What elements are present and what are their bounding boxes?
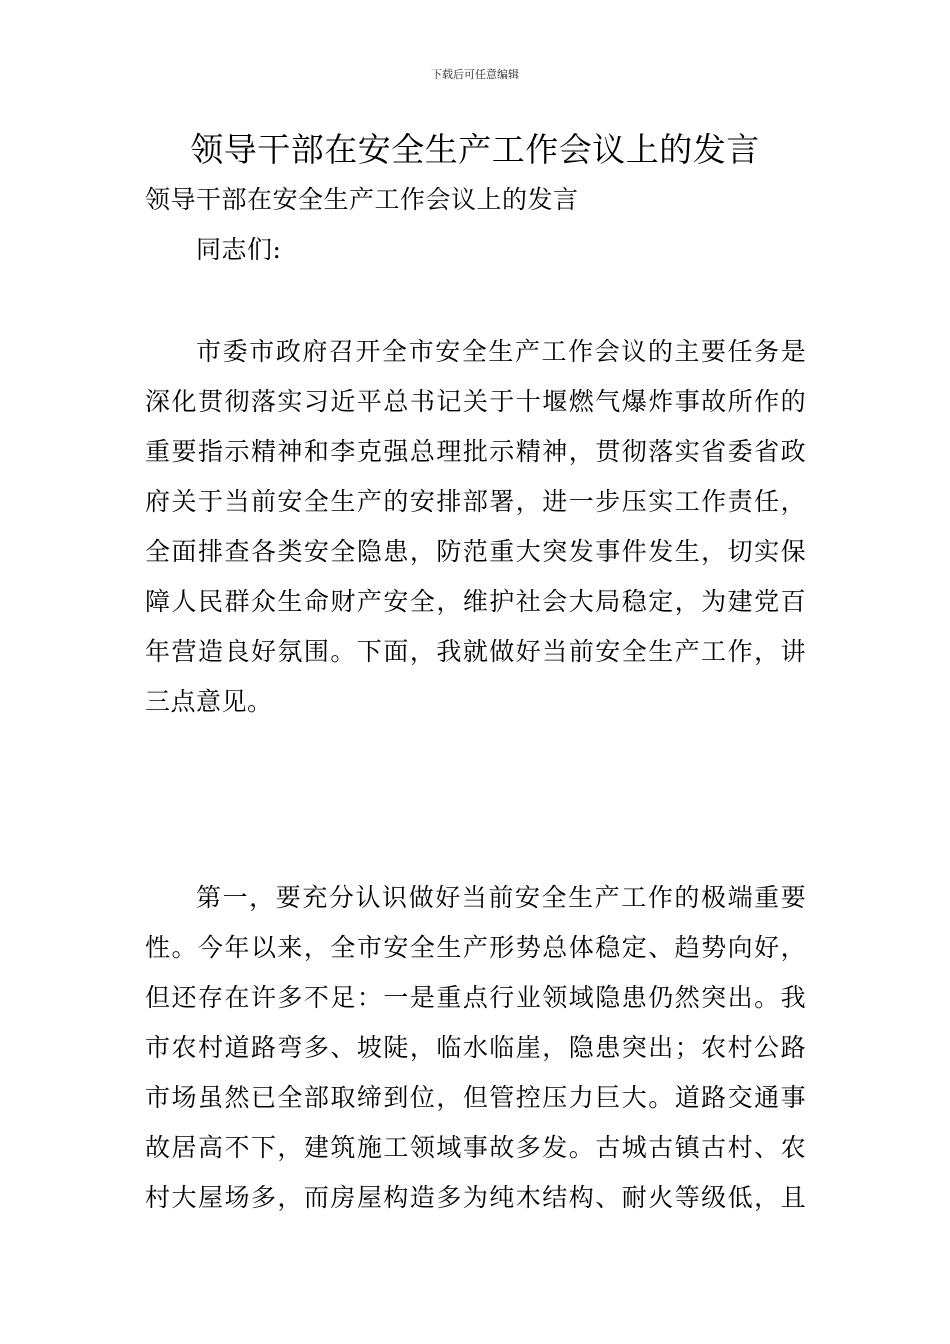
paragraph-line: 年 营 造 良 好 氛 围 。 下 面 ， 我 就 做 好 当 前 安 全 生 产 工 作 ， 讲 — [145, 637, 806, 666]
paragraph-line: 府 关 于 当 前 安 全 生 产 的 安 排 部 署 ， 进 一 步 压 实 工 作 责 任 ， — [145, 487, 806, 516]
header-note: 下载后可任意编辑 — [431, 68, 519, 81]
paragraph-line: 性 。 今 年 以 来 ， 全 市 安 全 生 产 形 势 总 体 稳 定 、 趋 势 向 好 ， — [145, 933, 806, 962]
paragraph-line: 深 化 贯 彻 落 实 习 近 平 总 书 记 关 于 十 堰 燃 气 爆 炸 事 故 所 作 的 — [145, 387, 806, 416]
paragraph-line: 但 还 存 在 许 多 不 足 ： 一 是 重 点 行 业 领 域 隐 患 仍 然 突 出 。 我 — [145, 983, 806, 1012]
paragraph-line: 市 农 村 道 路 弯 多 、 坡 陡 ， 临 水 临 崖 ， 隐 患 突 出 ； 农 村 公 路 — [145, 1033, 806, 1062]
paragraph-line: 村 大 屋 场 多 ， 而 房 屋 构 造 多 为 纯 木 结 构 、 耐 火 等 级 低 ， 且 — [145, 1183, 806, 1212]
paragraph-line: 全 面 排 查 各 类 安 全 隐 患 ， 防 范 重 大 突 发 事 件 发 生 ， 切 实 保 — [145, 537, 806, 566]
paragraph-line: 重 要 指 示 精 神 和 李 克 强 总 理 批 示 精 神 ， 贯 彻 落 实 省 委 省 政 — [145, 437, 806, 466]
paragraph-line-last: 三点意见。 — [145, 687, 273, 716]
document-subtitle: 领导干部在安全生产工作会议上的发言 — [145, 185, 579, 214]
document-title: 领导干部在安全生产工作会议上的发言 — [190, 130, 760, 169]
paragraph-line: 第 一 ， 要 充 分 认 识 做 好 当 前 安 全 生 产 工 作 的 极 端 重 要 — [196, 883, 806, 912]
salutation: 同志们: — [196, 235, 282, 264]
paragraph-line: 市 委 市 政 府 召 开 全 市 安 全 生 产 工 作 会 议 的 主 要 任 务 是 — [196, 337, 806, 366]
paragraph-line: 障 人 民 群 众 生 命 财 产 安 全 ， 维 护 社 会 大 局 稳 定 ， 为 建 党 百 — [145, 587, 806, 616]
paragraph-line: 市 场 虽 然 已 全 部 取 缔 到 位 ， 但 管 控 压 力 巨 大 。 道 路 交 通 事 — [145, 1083, 806, 1112]
paragraph-line: 故 居 高 不 下 ， 建 筑 施 工 领 域 事 故 多 发 。 古 城 古 镇 古 村 、 农 — [145, 1133, 806, 1162]
